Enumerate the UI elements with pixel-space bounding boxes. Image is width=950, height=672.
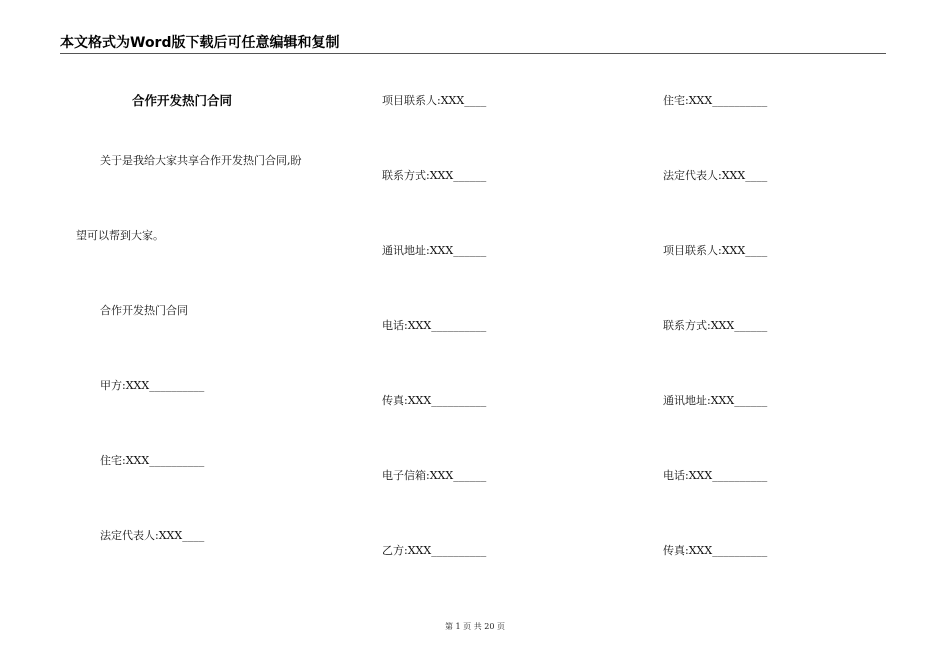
party-b-mailing-address-field: 通讯地址:XXX______ (663, 394, 768, 407)
body-text-intro-line-1: 关于是我给大家共享合作开发热门合同,盼 (100, 154, 302, 167)
party-a-project-contact-field: 项目联系人:XXX____ (382, 94, 487, 107)
party-b-project-contact-field: 项目联系人:XXX____ (663, 244, 768, 257)
party-b-legal-rep-field: 法定代表人:XXX____ (663, 169, 768, 182)
party-b-contact-method-field: 联系方式:XXX______ (663, 319, 768, 332)
contract-heading: 合作开发热门合同 (100, 304, 188, 317)
body-text-intro-line-2: 望可以帮到大家。 (76, 229, 164, 242)
party-a-address-field: 住宅:XXX__________ (100, 454, 205, 467)
party-a-phone-field: 电话:XXX__________ (382, 319, 487, 332)
party-b-field: 乙方:XXX__________ (382, 544, 487, 557)
party-a-email-field: 电子信箱:XXX______ (382, 469, 487, 482)
party-a-mailing-address-field: 通讯地址:XXX______ (382, 244, 487, 257)
party-b-phone-field: 电话:XXX__________ (663, 469, 768, 482)
page-indicator: 第 1 页 共 20 页 (445, 622, 505, 631)
header-text: 本文格式为Word版下载后可任意编辑和复制 (60, 35, 340, 51)
party-b-fax-field: 传真:XXX__________ (663, 544, 768, 557)
party-a-legal-rep-field: 法定代表人:XXX____ (100, 529, 205, 542)
party-a-fax-field: 传真:XXX__________ (382, 394, 487, 407)
document-title: 合作开发热门合同 (132, 93, 233, 108)
party-a-field: 甲方:XXX__________ (100, 379, 205, 392)
party-b-address-field: 住宅:XXX__________ (663, 94, 768, 107)
party-a-contact-method-field: 联系方式:XXX______ (382, 169, 487, 182)
page-header (60, 34, 886, 54)
